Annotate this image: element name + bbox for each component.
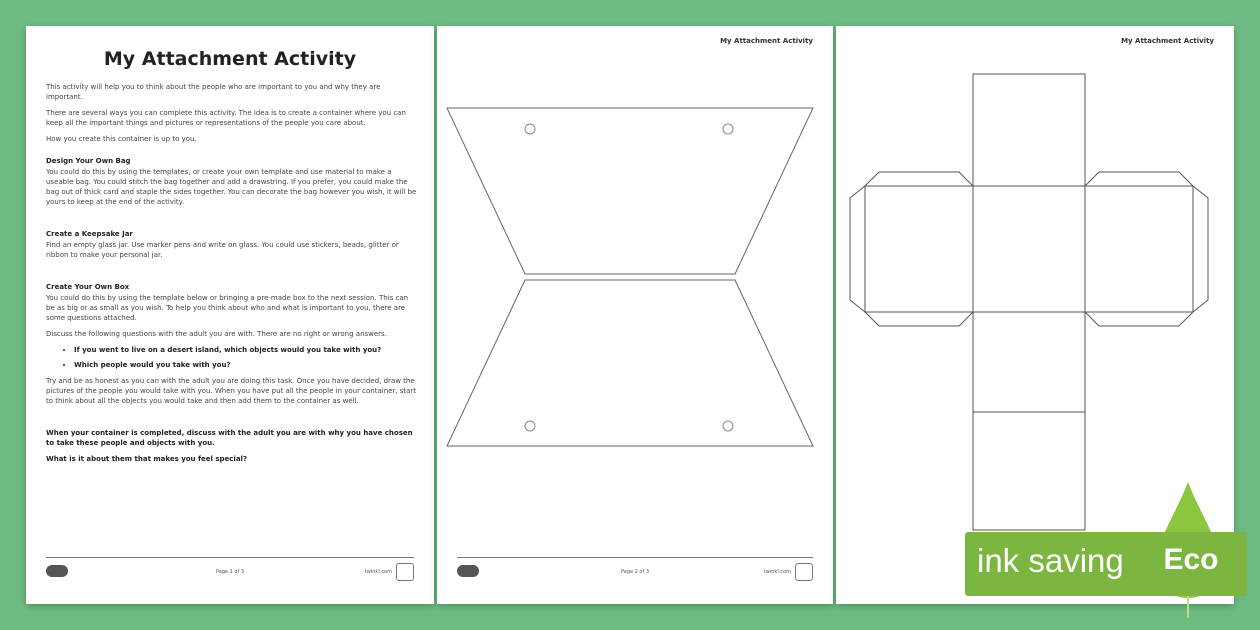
right-flap-side <box>1193 186 1208 312</box>
footer-site: twinkl.com <box>364 569 392 575</box>
footer-divider <box>46 557 414 558</box>
page-header: My Attachment Activity <box>720 37 813 45</box>
question-list <box>46 345 418 370</box>
box-face-bottom <box>973 412 1085 530</box>
worksheet-page-1 <box>26 26 434 604</box>
box-heading: Create Your Own Box <box>46 283 130 291</box>
footer-site: twinkl.com <box>763 569 791 575</box>
right-flap-bottom <box>1085 312 1193 326</box>
ink-saving-label: ink saving <box>977 542 1124 579</box>
left-flap-side <box>850 186 865 312</box>
worksheet-page-2 <box>437 26 833 604</box>
question-2: • Which people would you take with you? <box>74 360 418 370</box>
page-header: My Attachment Activity <box>1121 37 1214 45</box>
box-face-center <box>973 186 1085 312</box>
footer-badge-icon <box>396 563 414 581</box>
footer-page-number: Page 2 of 3 <box>620 569 650 575</box>
instructions-text <box>46 82 418 470</box>
intro-paragraph-3: How you create this container is up to you. <box>46 135 197 143</box>
bag-text: You could do this by using the templates, or create your own template and use material to make a useable bag. You could stitch the bag together and add a drawstring. If you prefer, you could make the bag out of thick card and staple the sides together. You can decorate the bag however you wish, it will be yours to keep at the end of the activity. <box>46 168 417 206</box>
box-text: You could do this by using the template below or bringing a pre-made box to the next session. This can be as big or as small as you wish. To help you think about who and what is important to you, there are some questions attached. <box>46 294 409 322</box>
box-face-left <box>865 186 973 312</box>
left-flap-bottom <box>865 312 973 326</box>
bag-heading: Design Your Own Bag <box>46 157 131 165</box>
intro-paragraph-1: This activity will help you to think about the people who are important to you and why they are important. <box>46 83 381 101</box>
question-1: • If you went to live on a desert island, which objects would you take with you? <box>74 345 418 355</box>
footer-page-number: Page 1 of 3 <box>215 569 245 575</box>
box-face-top <box>973 74 1085 186</box>
jar-text: Find an empty glass jar. Use marker pens and write on glass. You could use stickers, beads, glitter or ribbon to make your personal jar. <box>46 241 399 259</box>
eco-label: Eco <box>1163 543 1219 576</box>
intro-paragraph-2: There are several ways you can complete this activity. The idea is to create a container where you can keep all the important things and pictures or representations of the people you care about. <box>46 109 406 127</box>
closing-text-1: When your container is completed, discuss with the adult you are with why you have chosen to take these people and objects with you. <box>46 429 413 447</box>
box-face-right <box>1085 186 1193 312</box>
jar-heading: Create a Keepsake Jar <box>46 230 133 238</box>
bag-panel-bottom <box>447 280 813 446</box>
footer-badge-icon <box>795 563 813 581</box>
box-face-lower <box>973 312 1085 412</box>
bag-panel-top <box>447 108 813 274</box>
footer-divider <box>457 557 813 558</box>
page-title: My Attachment Activity <box>103 48 357 70</box>
discuss-text: Discuss the following questions with the adult you are with. There are no right or wrong answers. <box>46 330 387 338</box>
left-flap-top <box>865 172 973 186</box>
honest-text: Try and be as honest as you can with the adult you are doing this task. Once you have decided, draw the pictures of the people you would take with you. When you have put all the people in your container, start to think about all the objects you would take and then add them to the container as well. <box>46 377 417 405</box>
right-flap-top <box>1085 172 1193 186</box>
bag-template-diagram <box>437 26 833 604</box>
closing-text-2: What is it about them that makes you feel special? <box>46 455 248 463</box>
